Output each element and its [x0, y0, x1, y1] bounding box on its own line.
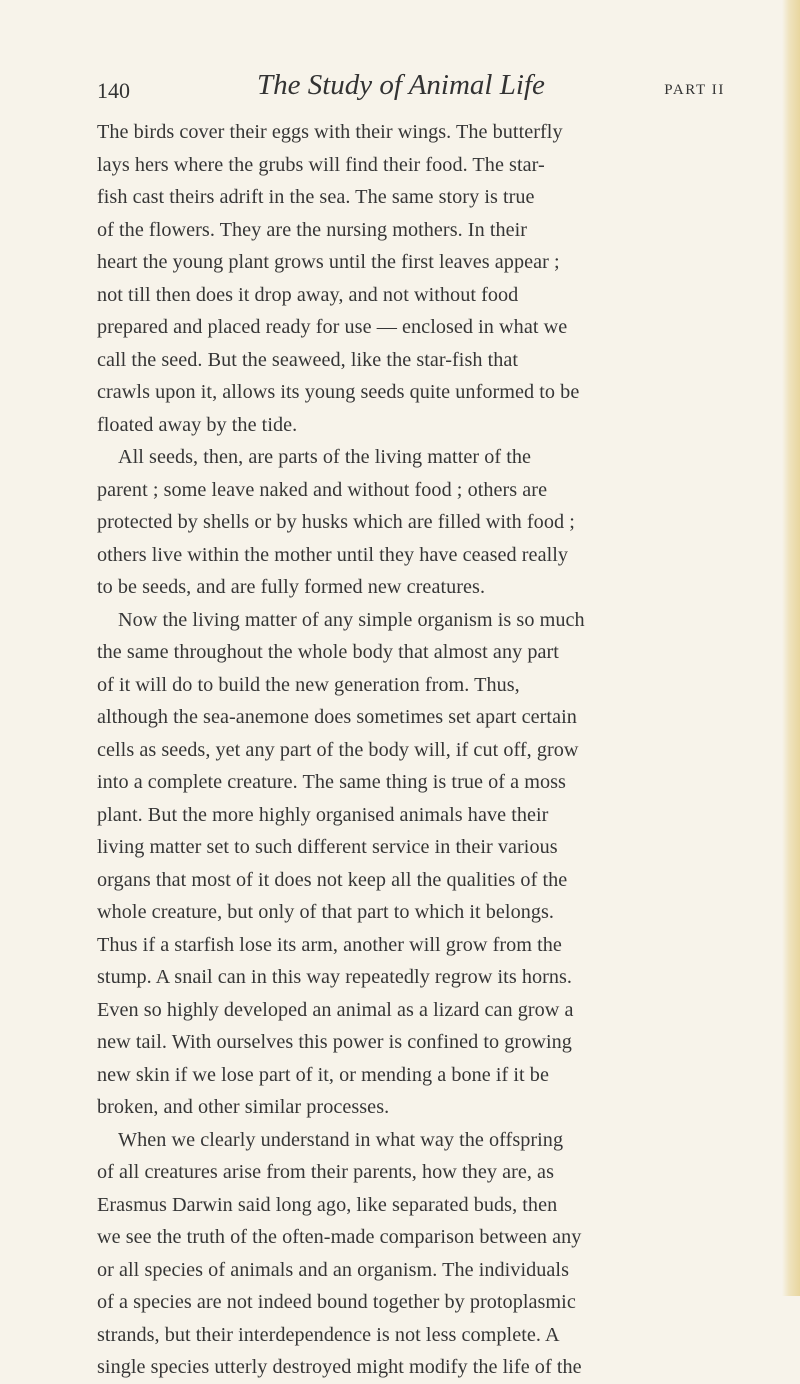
text-line: prepared and placed ready for use — enclosed in what we: [97, 316, 568, 338]
text-line: whole creature, but only of that part to which it belongs.: [97, 901, 554, 923]
text-line: living matter set to such different service in their various: [97, 836, 558, 858]
text-line: not till then does it drop away, and not without food: [97, 283, 519, 306]
text-line: The birds cover their eggs with their wings. The butterfly: [97, 121, 563, 143]
page-edge: [782, 0, 800, 1296]
text-line: of the flowers. They are the nursing mothers. In their: [97, 218, 528, 241]
body-text: [97, 116, 722, 1384]
text-line: Even so highly developed an animal as a lizard can grow a: [97, 998, 574, 1021]
text-line: Erasmus Darwin said long ago, like separated buds, then: [97, 1193, 558, 1216]
text-line: single species utterly destroyed might modify the life of the: [97, 1356, 582, 1378]
text-line: lays hers where the grubs will find their food. The star-: [97, 153, 545, 176]
running-header: [97, 62, 725, 112]
text-line: Thus if a starfish lose its arm, another will grow from the: [97, 933, 562, 956]
text-line: heart the young plant grows until the first leaves appear ;: [97, 251, 560, 273]
running-title: The Study of Animal Life: [257, 69, 545, 101]
text-line: although the sea-anemone does sometimes set apart certain: [97, 706, 577, 728]
text-line: Now the living matter of any simple organism is so much: [118, 608, 585, 631]
text-line: parent ; some leave naked and without food ; others are: [97, 478, 548, 501]
text-line: cells as seeds, yet any part of the body will, if cut off, grow: [97, 738, 579, 761]
part-label: PART II: [664, 82, 725, 98]
text-line: plant. But the more highly organised animals have their: [97, 803, 549, 826]
text-line: or all species of animals and an organism. The individuals: [97, 1258, 569, 1281]
text-line: of all creatures arise from their parents, how they are, as: [97, 1161, 554, 1183]
text-line: broken, and other similar processes.: [97, 1096, 390, 1118]
text-line: call the seed. But the seaweed, like the star-fish that: [97, 348, 519, 371]
text-line: of a species are not indeed bound together by protoplasmic: [97, 1291, 576, 1313]
text-line: protected by shells or by husks which are filled with food ;: [97, 511, 575, 533]
text-line: crawls upon it, allows its young seeds quite unformed to be: [97, 381, 580, 403]
text-line: new tail. With ourselves this power is confined to growing: [97, 1031, 572, 1053]
text-line: to be seeds, and are fully formed new creatures.: [97, 576, 486, 598]
text-line: strands, but their interdependence is not less complete. A: [97, 1323, 560, 1346]
text-line: of it will do to build the new generation from. Thus,: [97, 673, 520, 696]
text-line: When we clearly understand in what way the offspring: [118, 1128, 564, 1151]
text-line: others live within the mother until they have ceased really: [97, 543, 569, 566]
text-line: All seeds, then, are parts of the living matter of the: [118, 446, 532, 468]
text-line: we see the truth of the often-made comparison between any: [97, 1226, 582, 1248]
text-line: into a complete creature. The same thing is true of a moss: [97, 771, 566, 793]
text-line: the same throughout the whole body that almost any part: [97, 641, 559, 663]
text-line: organs that most of it does not keep all the qualities of the: [97, 868, 568, 891]
text-line: floated away by the tide.: [97, 413, 298, 436]
page-number: 140: [97, 78, 130, 103]
text-line: new skin if we lose part of it, or mending a bone if it be: [97, 1063, 549, 1086]
text-line: stump. A snail can in this way repeatedly regrow its horns.: [97, 966, 573, 988]
text-line: fish cast theirs adrift in the sea. The same story is true: [97, 186, 535, 208]
